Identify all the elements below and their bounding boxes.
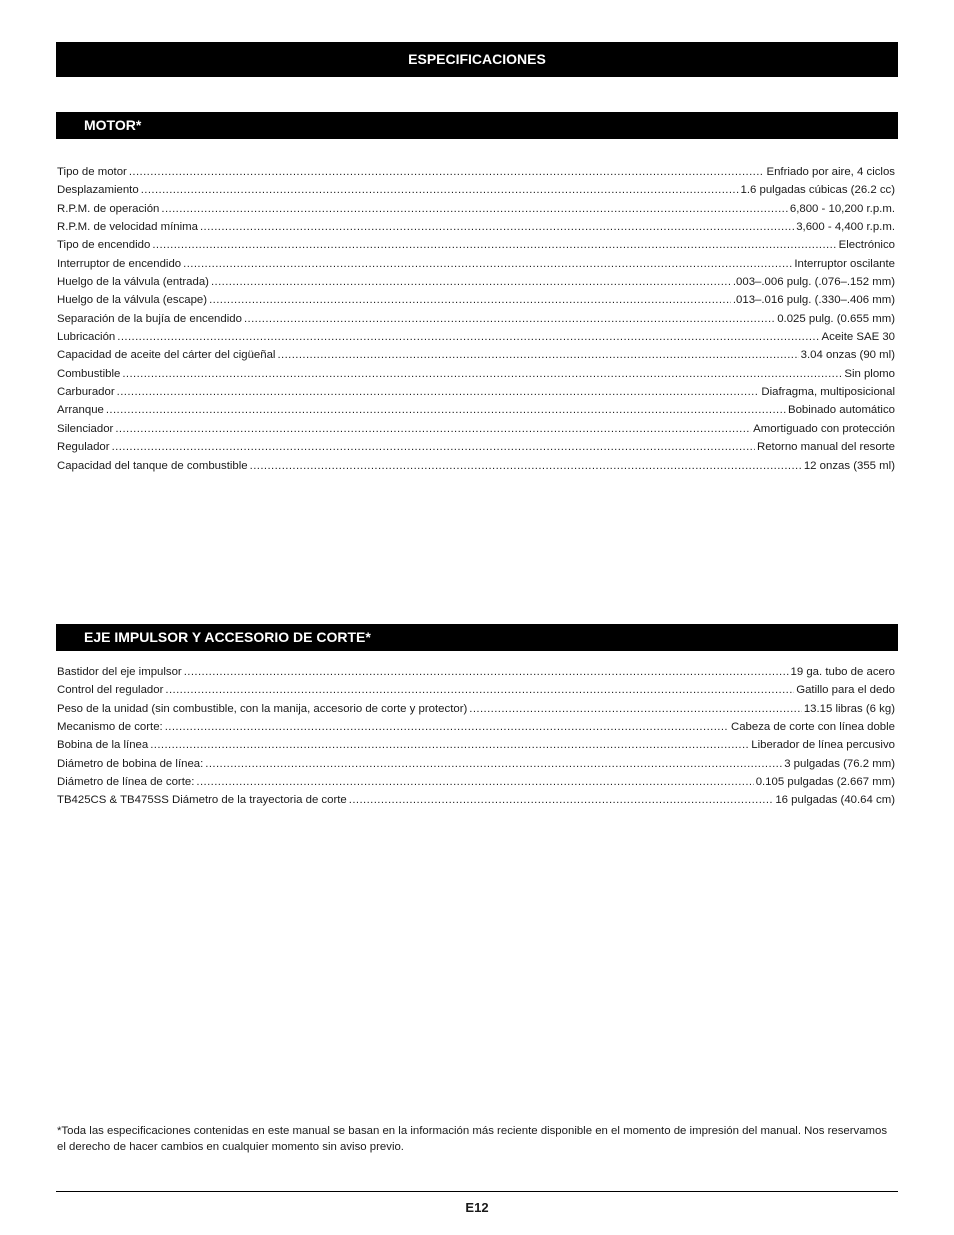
- spec-value: .003–.006 pulg. (.076–.152 mm): [732, 276, 895, 289]
- dot-leader: [244, 313, 775, 325]
- dot-leader: [115, 423, 751, 435]
- spec-row: [57, 441, 895, 459]
- spec-value: 6,800 - 10,200 r.p.m.: [789, 202, 895, 215]
- spec-value: .013–.016 pulg. (.330–.406 mm): [732, 294, 895, 307]
- spec-label: Peso de la unidad (sin combustible, con la manija, accesorio de corte y protector): [57, 702, 468, 715]
- spec-label: Silenciador: [57, 422, 114, 435]
- spec-label: Huelgo de la válvula (escape): [57, 294, 208, 307]
- spec-value: 3 pulgadas (76.2 mm): [784, 757, 895, 770]
- spec-value: Electrónico: [838, 239, 895, 252]
- spec-value: 19 ga. tubo de acero: [790, 666, 895, 678]
- spec-label: R.P.M. de operación: [57, 202, 160, 215]
- spec-value: Retorno manual del resorte: [756, 441, 895, 454]
- spec-value: Diafragma, multiposicional: [761, 386, 895, 399]
- spec-row: [57, 386, 895, 404]
- dot-leader: [106, 404, 786, 416]
- spec-row: [57, 349, 895, 367]
- dot-leader: [183, 258, 792, 270]
- spec-label: Separación de la bujía de encendido: [57, 312, 242, 325]
- page-number: E12: [465, 1200, 489, 1215]
- shaft-section-heading: [56, 624, 898, 651]
- spec-row: [57, 276, 895, 294]
- dot-leader: [152, 239, 836, 251]
- dot-leader: [117, 331, 819, 343]
- spec-label: Combustible: [57, 367, 121, 380]
- spec-row: [57, 313, 895, 331]
- dot-leader: [196, 776, 753, 788]
- shaft-heading-text: EJE IMPULSOR Y ACCESORIO DE CORTE*: [84, 629, 371, 645]
- spec-value: Bobinado automático: [787, 404, 895, 417]
- spec-label: Control del regulador: [57, 684, 164, 697]
- motor-heading-text: MOTOR*: [84, 117, 142, 133]
- spec-label: Carburador: [57, 386, 115, 399]
- dot-leader: [205, 758, 782, 770]
- dot-leader: [200, 221, 794, 233]
- spec-label: R.P.M. de velocidad mínima: [57, 221, 198, 234]
- spec-row: [57, 258, 895, 276]
- spec-label: Bastidor del eje impulsor: [57, 666, 182, 678]
- spec-label: Lubricación: [57, 331, 116, 344]
- motor-spec-list: [57, 166, 895, 478]
- spec-row: [57, 184, 895, 202]
- spec-row: [57, 203, 895, 221]
- spec-label: Bobina de la línea: [57, 739, 149, 752]
- footer-divider: [56, 1191, 898, 1192]
- dot-leader: [277, 349, 798, 361]
- spec-value: 1.6 pulgadas cúbicas (26.2 cc): [740, 184, 895, 197]
- spec-label: Diámetro de línea de corte:: [57, 776, 195, 789]
- spec-label: Diámetro de bobina de línea:: [57, 757, 204, 770]
- spec-value: Cabeza de corte con línea doble: [730, 721, 895, 734]
- spec-value: 3.04 onzas (90 ml): [800, 349, 895, 362]
- spec-row: [57, 221, 895, 239]
- spec-label: Mecanismo de corte:: [57, 721, 163, 734]
- spec-row: [57, 739, 895, 757]
- spec-value: 0.025 pulg. (0.655 mm): [777, 312, 895, 325]
- footnote: *Toda las especificaciones contenidas en este manual se basan en la información más reciente disponible en el momento de impresión del manual. Nos reservamos el derecho de hacer cambios en cualquier momento sin aviso previo.: [57, 1125, 888, 1153]
- dot-leader: [122, 368, 842, 380]
- spec-value: Sin plomo: [844, 367, 895, 380]
- spec-row: [57, 368, 895, 386]
- spec-value: Aceite SAE 30: [821, 331, 895, 344]
- spec-value: Gatillo para el dedo: [796, 684, 895, 697]
- spec-row: [57, 239, 895, 257]
- page-title: ESPECIFICACIONES: [408, 51, 546, 67]
- spec-label: Tipo de encendido: [57, 239, 151, 252]
- spec-value: 3,600 - 4,400 r.p.m.: [796, 221, 895, 234]
- dot-leader: [150, 739, 749, 751]
- spec-row: [57, 404, 895, 422]
- spec-value: Enfriado por aire, 4 ciclos: [766, 166, 895, 178]
- spec-row: [57, 666, 895, 684]
- spec-label: Desplazamiento: [57, 184, 139, 197]
- spec-value: 0.105 pulgadas (2.667 mm): [755, 776, 895, 789]
- spec-label: Capacidad del tanque de combustible: [57, 459, 248, 472]
- dot-leader: [250, 460, 802, 472]
- spec-label: Capacidad de aceite del cárter del cigüeñal: [57, 349, 276, 362]
- dot-leader: [165, 684, 794, 696]
- spec-row: [57, 166, 895, 184]
- dot-leader: [209, 294, 731, 306]
- spec-row: [57, 294, 895, 312]
- page-title-bar: [56, 42, 898, 77]
- dot-leader: [117, 386, 760, 398]
- motor-section-heading: [56, 112, 898, 139]
- spec-label: Interruptor de encendido: [57, 257, 182, 270]
- spec-row: [57, 758, 895, 776]
- spec-row: [57, 684, 895, 702]
- dot-leader: [469, 703, 802, 715]
- spec-label: Tipo de motor: [57, 166, 127, 178]
- spec-row: [57, 460, 895, 478]
- spec-row: [57, 703, 895, 721]
- dot-leader: [112, 441, 755, 453]
- spec-label: Regulador: [57, 441, 110, 454]
- dot-leader: [211, 276, 731, 288]
- spec-row: [57, 331, 895, 349]
- dot-leader: [161, 203, 788, 215]
- spec-row: [57, 794, 895, 812]
- dot-leader: [349, 794, 774, 806]
- dot-leader: [165, 721, 729, 733]
- spec-label: Huelgo de la válvula (entrada): [57, 276, 209, 289]
- spec-row: [57, 423, 895, 441]
- spec-value: 16 pulgadas (40.64 cm): [775, 794, 895, 807]
- shaft-spec-list: [57, 666, 895, 813]
- dot-leader: [129, 166, 765, 178]
- spec-value: 13.15 libras (6 kg): [803, 702, 895, 715]
- spec-label: Arranque: [57, 404, 104, 417]
- spec-value: 12 onzas (355 ml): [803, 459, 895, 472]
- spec-label: TB425CS & TB475SS Diámetro de la trayectoria de corte: [57, 794, 347, 807]
- spec-value: Interruptor oscilante: [794, 257, 895, 270]
- spec-value: Amortiguado con protección: [753, 422, 895, 435]
- spec-value: Liberador de línea percusivo: [751, 739, 895, 752]
- dot-leader: [184, 666, 789, 678]
- dot-leader: [141, 184, 739, 196]
- spec-row: [57, 721, 895, 739]
- spec-row: [57, 776, 895, 794]
